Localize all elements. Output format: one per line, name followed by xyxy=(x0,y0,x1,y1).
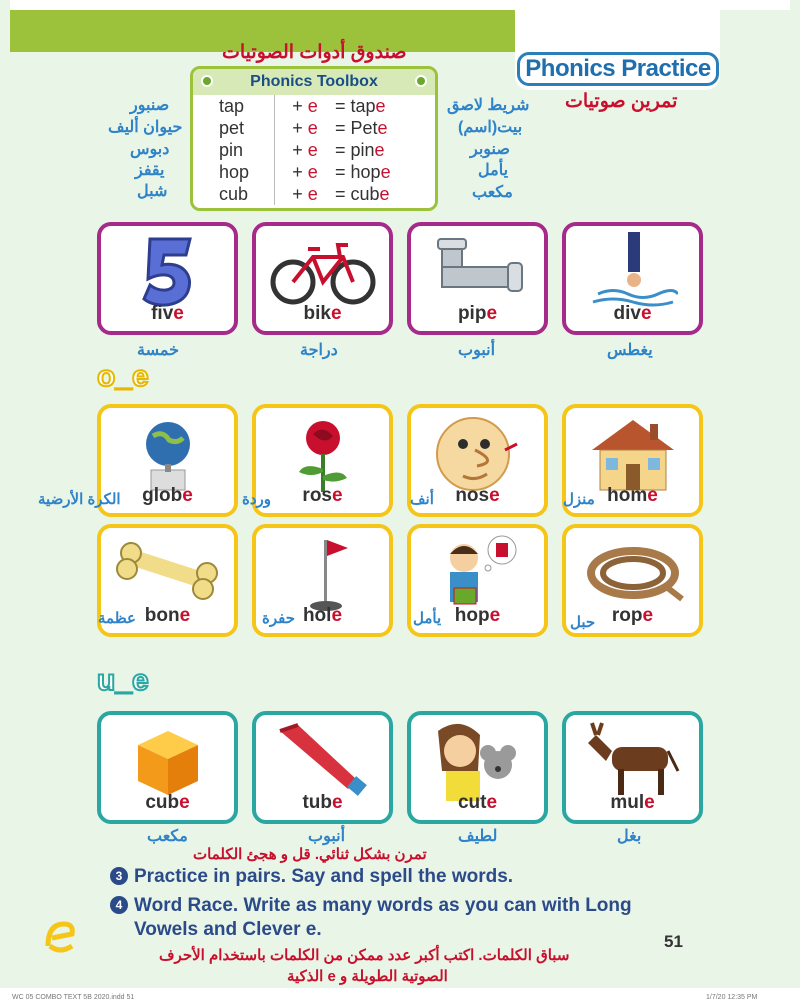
base-word: hop xyxy=(193,161,275,183)
word-card xyxy=(252,711,393,824)
ar-pet: حيوان أليف xyxy=(108,119,183,136)
card-word: cube xyxy=(145,792,190,813)
ar-cute: لطيف xyxy=(458,828,498,845)
base-word: pin xyxy=(193,139,275,161)
plus-e: + e xyxy=(292,161,318,182)
ar-cube: مكعب xyxy=(472,184,513,201)
card-word: cute xyxy=(457,792,498,813)
instruction-3-ar: تمرن بشكل ثنائي. قل و هجئ الكلمات xyxy=(193,846,427,863)
plus-e: + e xyxy=(292,139,318,160)
result-word: = hope xyxy=(335,161,391,182)
house-icon xyxy=(566,414,699,494)
card-word: globe xyxy=(142,485,193,506)
result-word: = pine xyxy=(335,139,385,160)
number-badge: 4 xyxy=(110,896,128,914)
ar-pete: بيت(اسم) xyxy=(458,119,523,136)
card-word: nose xyxy=(455,485,500,506)
word-card xyxy=(97,222,238,335)
instruction-3-text: Practice in pairs. Say and spell the words. xyxy=(134,866,514,887)
number-badge: 3 xyxy=(110,867,128,885)
cube-icon xyxy=(101,721,234,801)
section-label-u-e: u_e xyxy=(97,664,149,697)
tube-icon xyxy=(256,721,389,801)
ar-hole: حفرة xyxy=(262,610,295,627)
toolbox-row xyxy=(193,95,435,117)
word-card xyxy=(407,711,548,824)
globe-icon xyxy=(101,414,234,494)
word-card xyxy=(252,404,393,517)
instruction-4-ar-line1: سباق الكلمات. اكتب أكبر عدد ممكن من الكلمات باستخدام الأحرف xyxy=(159,947,570,964)
toolbox-header xyxy=(193,69,435,95)
ar-hope: يأمل xyxy=(413,610,442,627)
ar-tap: صنبور xyxy=(130,97,170,114)
toolbox-row xyxy=(193,139,435,161)
instruction-4 xyxy=(110,895,632,917)
diver-icon xyxy=(566,232,699,312)
top-margin xyxy=(10,0,790,10)
page-title: Phonics Practice xyxy=(525,55,711,82)
instruction-3 xyxy=(110,866,513,888)
bone-icon xyxy=(101,534,234,614)
ar-five: خمسة xyxy=(137,342,179,359)
card-word: rope xyxy=(611,605,654,626)
base-word: cub xyxy=(193,183,275,205)
word-card xyxy=(252,222,393,335)
footer-file: WC 05 COMBO TEXT 5B 2020.indd 51 xyxy=(12,994,135,1001)
rose-icon xyxy=(256,414,389,494)
result-word: = tape xyxy=(335,95,386,116)
number-five-icon xyxy=(101,232,234,312)
toolbox-title: Phonics Toolbox xyxy=(250,73,378,90)
hole-flag-icon xyxy=(256,534,389,614)
base-word: tap xyxy=(193,95,275,117)
ar-hope: يأمل xyxy=(478,162,509,179)
result-word: = Pete xyxy=(335,117,388,138)
ar-tube: أنبوب xyxy=(308,828,346,845)
ar-dive: يغطس xyxy=(607,342,653,359)
plus-e: + e xyxy=(292,117,318,138)
plus-e: + e xyxy=(292,95,318,116)
section-label-o-e: o_e xyxy=(97,360,149,393)
ar-pipe: أنبوب xyxy=(458,342,496,359)
toolbox-row xyxy=(193,161,435,183)
card-word: pipe xyxy=(457,303,498,324)
card-word: hope xyxy=(454,605,501,626)
girl-koala-icon xyxy=(411,721,544,801)
page-title-ar: تمرين صوتيات xyxy=(565,91,678,112)
toolbox-title-ar: صندوق أدوات الصوتيات xyxy=(222,42,407,63)
card-word: hole xyxy=(302,605,343,626)
word-card xyxy=(97,711,238,824)
logo-icon xyxy=(44,916,76,956)
ar-tape: شريط لاصق xyxy=(447,97,530,114)
plus-e: + e xyxy=(292,183,318,204)
nose-icon xyxy=(411,414,544,494)
green-dot-icon xyxy=(415,75,427,87)
ar-rope: حبل xyxy=(570,614,596,631)
ar-pine: صنوبر xyxy=(470,141,510,158)
pipe-icon xyxy=(411,232,544,312)
result-word: = cube xyxy=(335,183,390,204)
card-word: home xyxy=(607,485,658,506)
word-card xyxy=(407,222,548,335)
base-word: pet xyxy=(193,117,275,139)
mule-icon xyxy=(566,721,699,801)
card-word: rose xyxy=(302,485,343,506)
instruction-4-text-line1: Word Race. Write as many words as you can with Long xyxy=(134,895,632,916)
phonics-toolbox xyxy=(190,66,438,211)
ar-globe: الكرة الأرضية xyxy=(38,491,121,508)
bicycle-icon xyxy=(256,232,389,312)
ar-cub: شبل xyxy=(137,183,168,200)
card-word: mule xyxy=(610,792,655,813)
ar-cube: مكعب xyxy=(147,828,188,845)
toolbox-row xyxy=(193,117,435,139)
card-word: tube xyxy=(302,792,343,813)
ar-rose: وردة xyxy=(242,491,272,508)
ar-pin: دبوس xyxy=(130,141,170,158)
rope-icon xyxy=(566,534,699,614)
ar-mule: بغل xyxy=(617,828,642,845)
footer-date: 1/7/20 12:35 PM xyxy=(706,994,758,1001)
card-word: bike xyxy=(303,303,342,324)
instruction-4-ar-line2: الصوتية الطويلة و e الذكية xyxy=(287,968,448,985)
word-card xyxy=(562,222,703,335)
ar-bike: دراجة xyxy=(300,342,338,359)
word-card xyxy=(562,711,703,824)
title-pill xyxy=(517,52,719,86)
ar-hop: يقفز xyxy=(135,162,165,179)
ar-bone: عظمة xyxy=(98,610,136,627)
page-number: 51 xyxy=(664,932,683,951)
boy-hoping-icon xyxy=(411,534,544,614)
ar-nose: أنف xyxy=(410,491,434,508)
green-dot-icon xyxy=(201,75,213,87)
toolbox-row xyxy=(193,183,435,205)
card-word: dive xyxy=(613,303,652,324)
ar-home: منزل xyxy=(563,491,595,508)
card-word: five xyxy=(151,303,184,324)
card-word: bone xyxy=(144,605,191,626)
instruction-4-line2: Vowels and Clever e. xyxy=(134,919,322,940)
